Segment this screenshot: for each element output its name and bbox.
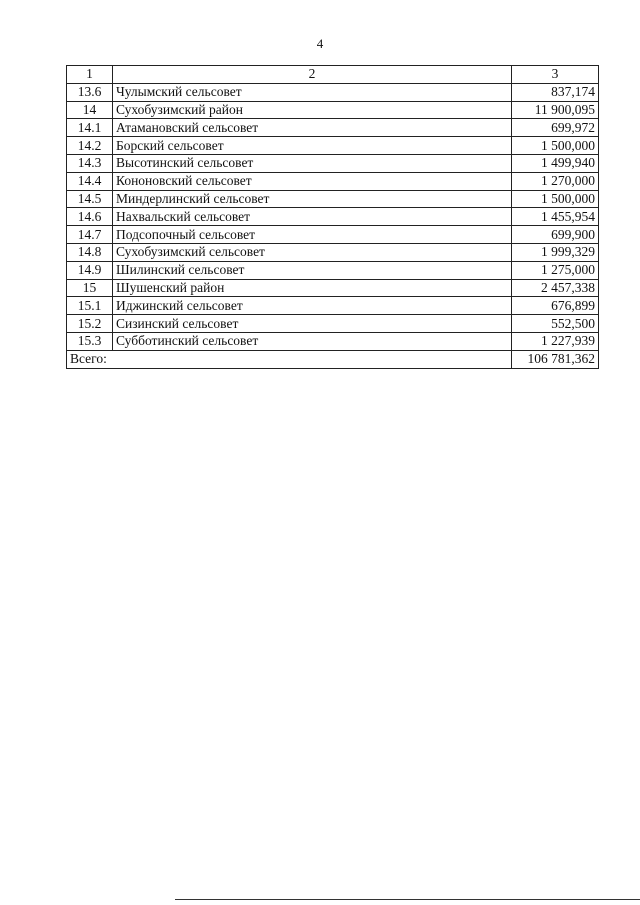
row-value: 1 500,000: [512, 190, 599, 208]
total-label: Всего:: [67, 350, 512, 368]
row-value: 676,899: [512, 297, 599, 315]
table-row: [67, 154, 599, 172]
row-name: Сухобузимский сельсовет: [113, 243, 512, 261]
row-name: Высотинский сельсовет: [113, 154, 512, 172]
row-name: Сухобузимский район: [113, 101, 512, 119]
row-value: 1 275,000: [512, 261, 599, 279]
total-row: [67, 350, 599, 368]
row-value: 1 227,939: [512, 332, 599, 350]
row-value: 2 457,338: [512, 279, 599, 297]
table-row: [67, 279, 599, 297]
row-name: Шилинский сельсовет: [113, 261, 512, 279]
row-name: Кононовский сельсовет: [113, 172, 512, 190]
row-name: Подсопочный сельсовет: [113, 226, 512, 244]
row-number: 15.2: [67, 315, 113, 333]
table-header-row: [67, 66, 599, 84]
table-row: [67, 101, 599, 119]
table-row: [67, 137, 599, 155]
row-number: 15: [67, 279, 113, 297]
page-number: 4: [316, 36, 324, 51]
row-value: 699,972: [512, 119, 599, 137]
row-value: 1 455,954: [512, 208, 599, 226]
row-name: Нахвальский сельсовет: [113, 208, 512, 226]
row-name: Борский сельсовет: [113, 137, 512, 155]
header-col-2: 2: [113, 66, 512, 84]
table-row: [67, 243, 599, 261]
row-name: Миндерлинский сельсовет: [113, 190, 512, 208]
table-body: [67, 66, 599, 369]
row-number: 15.1: [67, 297, 113, 315]
row-name: Шушенский район: [113, 279, 512, 297]
header-col-3: 3: [512, 66, 599, 84]
row-value: 1 999,329: [512, 243, 599, 261]
row-value: 11 900,095: [512, 101, 599, 119]
table-row: [67, 261, 599, 279]
row-number: 14.8: [67, 243, 113, 261]
table-row: [67, 190, 599, 208]
row-name: Иджинский сельсовет: [113, 297, 512, 315]
row-value: 699,900: [512, 226, 599, 244]
row-value: 552,500: [512, 315, 599, 333]
row-number: 14.4: [67, 172, 113, 190]
header-col-1: 1: [67, 66, 113, 84]
row-number: 14.7: [67, 226, 113, 244]
table-row: [67, 119, 599, 137]
row-number: 14.3: [67, 154, 113, 172]
row-name: Сизинский сельсовет: [113, 315, 512, 333]
row-number: 14.5: [67, 190, 113, 208]
row-number: 14.9: [67, 261, 113, 279]
allocation-table: [66, 65, 599, 369]
table-row: [67, 226, 599, 244]
row-value: 1 499,940: [512, 154, 599, 172]
row-number: 15.3: [67, 332, 113, 350]
row-name: Субботинский сельсовет: [113, 332, 512, 350]
table-row: [67, 315, 599, 333]
row-name: Чулымский сельсовет: [113, 83, 512, 101]
row-number: 14.6: [67, 208, 113, 226]
bottom-rule: [175, 899, 640, 900]
table-row: [67, 332, 599, 350]
row-value: 837,174: [512, 83, 599, 101]
table-row: [67, 172, 599, 190]
row-value: 1 270,000: [512, 172, 599, 190]
total-value: 106 781,362: [512, 350, 599, 368]
row-number: 14: [67, 101, 113, 119]
table-row: [67, 297, 599, 315]
row-number: 14.2: [67, 137, 113, 155]
row-value: 1 500,000: [512, 137, 599, 155]
row-number: 14.1: [67, 119, 113, 137]
table-row: [67, 83, 599, 101]
table-row: [67, 208, 599, 226]
row-number: 13.6: [67, 83, 113, 101]
row-name: Атамановский сельсовет: [113, 119, 512, 137]
